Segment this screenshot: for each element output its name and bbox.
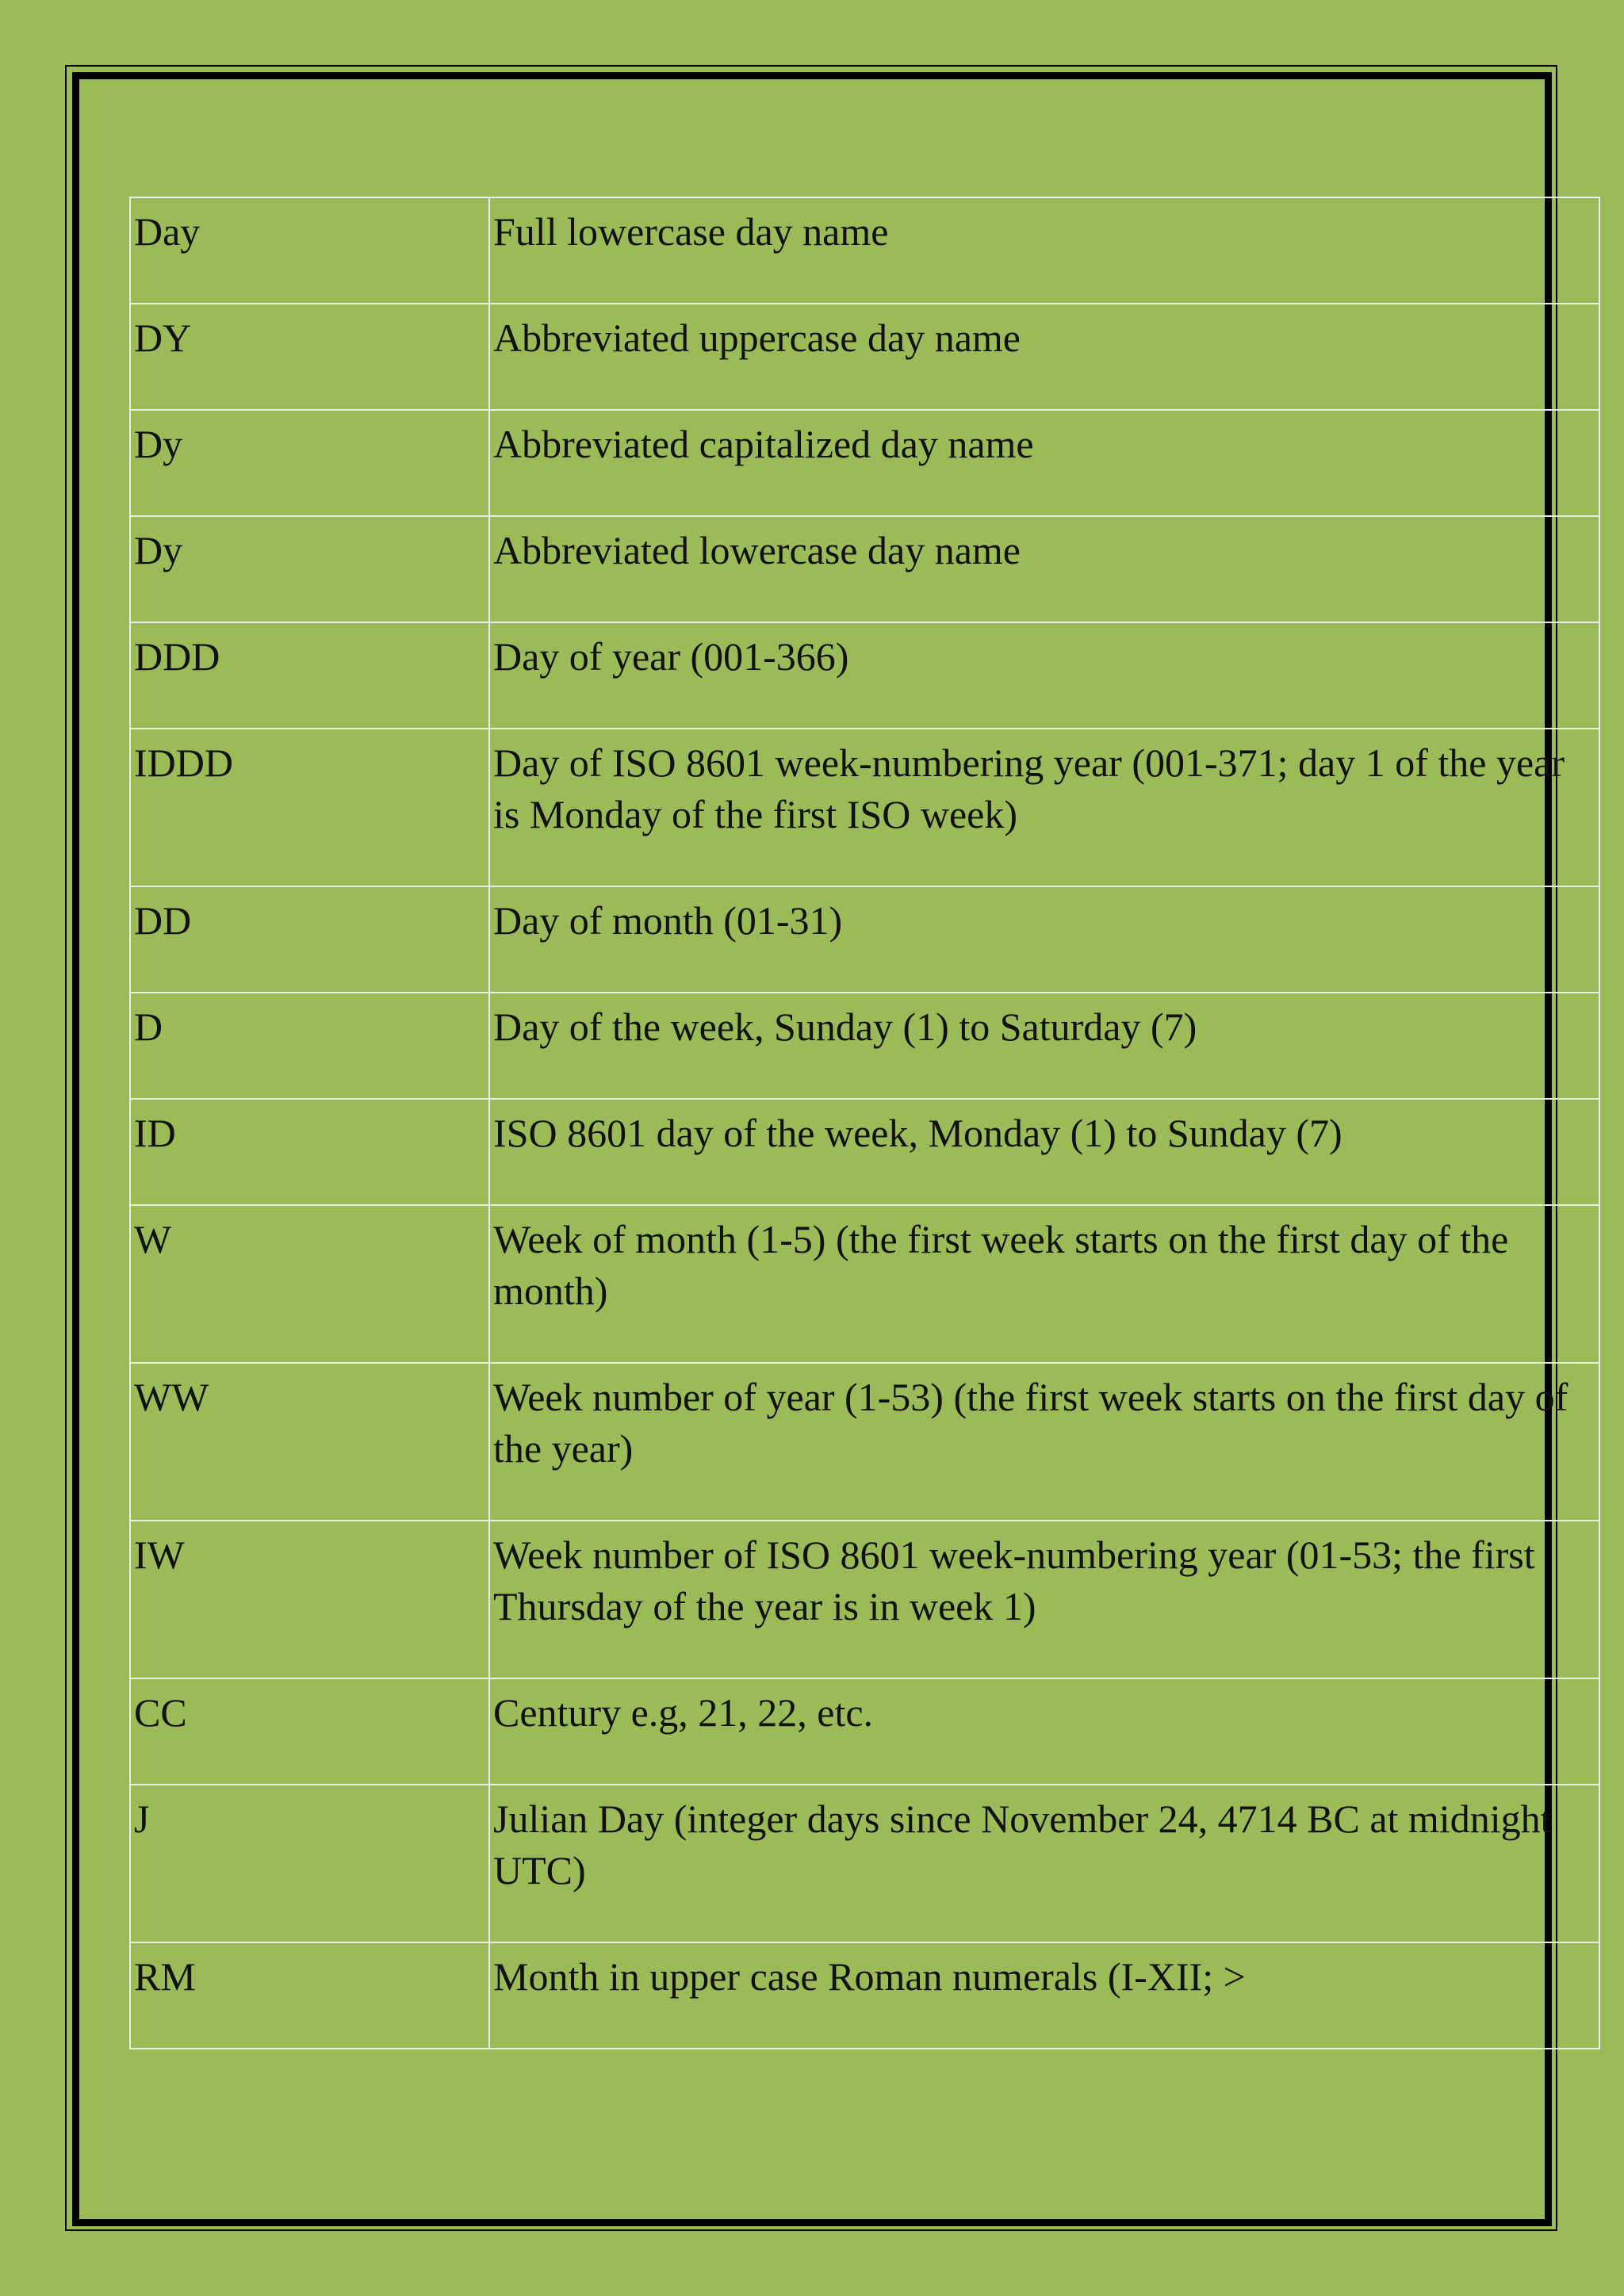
format-description-cell: ISO 8601 day of the week, Monday (1) to Sunday (7) (489, 1099, 1599, 1205)
format-description-cell: Week number of ISO 8601 week-numbering year (01-53; the first Thursday of the year is in week 1) (489, 1521, 1599, 1678)
format-table-container (129, 197, 1599, 2049)
format-code-cell: CC (130, 1678, 489, 1785)
table-row (130, 622, 1599, 729)
format-code-cell: D (130, 993, 489, 1099)
table-row (130, 1205, 1599, 1363)
format-code-cell: IW (130, 1521, 489, 1678)
format-description-cell: Day of ISO 8601 week-numbering year (001-371; day 1 of the year is Monday of the first ISO week) (489, 729, 1599, 886)
format-code-cell: DDD (130, 622, 489, 729)
format-code-cell: ID (130, 1099, 489, 1205)
format-code-cell: W (130, 1205, 489, 1363)
table-row (130, 729, 1599, 886)
table-row (130, 516, 1599, 622)
table-row (130, 410, 1599, 516)
format-code-cell: Dy (130, 410, 489, 516)
format-description-cell: Week number of year (1-53) (the first week starts on the first day of the year) (489, 1363, 1599, 1521)
format-code-cell: DY (130, 304, 489, 410)
format-code-cell: WW (130, 1363, 489, 1521)
format-description-cell: Day of year (001-366) (489, 622, 1599, 729)
format-description-cell: Day of the week, Sunday (1) to Saturday (7) (489, 993, 1599, 1099)
table-row (130, 993, 1599, 1099)
table-row (130, 1363, 1599, 1521)
format-table (129, 197, 1600, 2049)
table-row (130, 1099, 1599, 1205)
format-description-cell: Century e.g, 21, 22, etc. (489, 1678, 1599, 1785)
format-description-cell: Julian Day (integer days since November 24, 4714 BC at midnight UTC) (489, 1785, 1599, 1942)
table-row (130, 304, 1599, 410)
format-code-cell: Day (130, 197, 489, 304)
format-code-cell: RM (130, 1942, 489, 2049)
table-row (130, 886, 1599, 993)
table-row (130, 1942, 1599, 2049)
table-row (130, 1521, 1599, 1678)
format-code-cell: J (130, 1785, 489, 1942)
format-description-cell: Week of month (1-5) (the first week starts on the first day of the month) (489, 1205, 1599, 1363)
format-description-cell: Abbreviated lowercase day name (489, 516, 1599, 622)
format-description-cell: Abbreviated uppercase day name (489, 304, 1599, 410)
table-row (130, 1678, 1599, 1785)
format-code-cell: DD (130, 886, 489, 993)
format-code-cell: IDDD (130, 729, 489, 886)
format-description-cell: Month in upper case Roman numerals (I-XII; > (489, 1942, 1599, 2049)
table-row (130, 197, 1599, 304)
table-row (130, 1785, 1599, 1942)
format-description-cell: Day of month (01-31) (489, 886, 1599, 993)
format-code-cell: Dy (130, 516, 489, 622)
format-description-cell: Abbreviated capitalized day name (489, 410, 1599, 516)
format-description-cell: Full lowercase day name (489, 197, 1599, 304)
